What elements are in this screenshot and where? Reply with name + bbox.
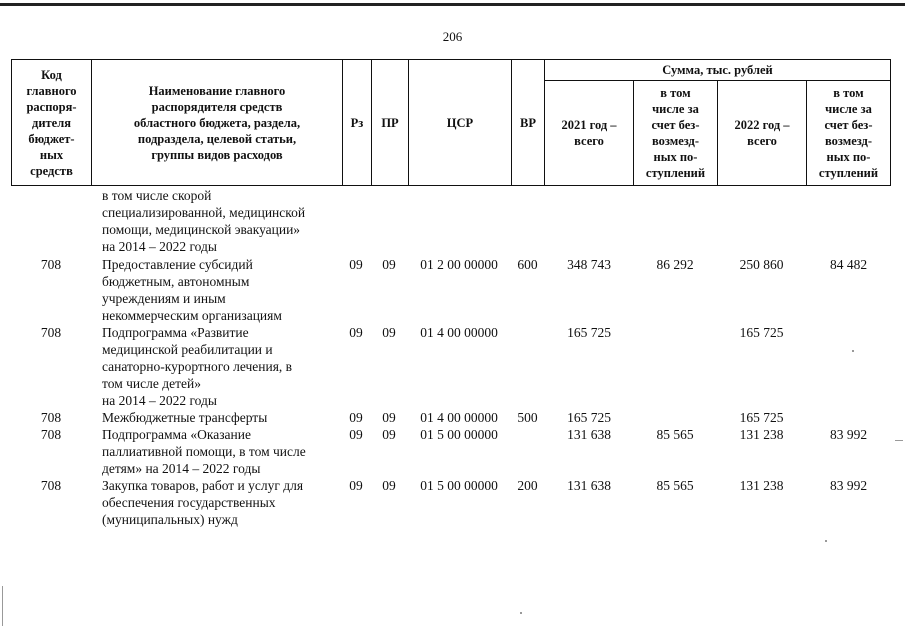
row-csr: 01 5 00 00000: [420, 427, 498, 442]
row-pr: 09: [382, 427, 396, 442]
scan-mark: [895, 440, 903, 441]
table-row: [0, 426, 905, 477]
row-sum-2021: 165 725: [567, 325, 611, 340]
row-vr: 500: [517, 410, 538, 425]
header-bez-2022: в том числе за счет без- возмезд- ных по- ступлений: [818, 86, 879, 180]
scan-mark: [852, 350, 854, 352]
header-pr: ПР: [381, 115, 399, 130]
row-name: Предоставление субсидий бюджетным, автономным учреждениям и иным некоммерческим организациям: [102, 257, 282, 323]
row-bez-2021: 85 565: [656, 478, 694, 493]
row-vr: 200: [517, 478, 538, 493]
row-name: Подпрограмма «Развитие медицинской реабилитации и санаторно-курортного лечения, в том числе детей» на 2014 – 2022 годы: [102, 325, 293, 408]
row-sum-2022: 131 238: [739, 478, 784, 493]
row-code: 708: [40, 257, 62, 272]
table-row: [0, 187, 905, 256]
header-sum-group: Сумма, тыс. рублей: [662, 63, 773, 77]
row-sum-2021: 131 638: [567, 478, 611, 493]
header-rz: Рз: [350, 115, 364, 130]
row-code: 708: [40, 478, 62, 493]
row-name: в том числе скорой специализированной, медицинской помощи, медицинской эвакуации» на 2014 – 2022 годы: [102, 188, 306, 254]
table-row: [0, 409, 905, 426]
row-sum-2022: 250 860: [739, 257, 784, 272]
row-csr: 01 4 00 00000: [420, 325, 498, 340]
row-pr: 09: [382, 478, 396, 493]
row-csr: 01 2 00 00000: [420, 257, 498, 272]
row-rz: 09: [349, 325, 363, 340]
header-sum-2021: 2021 год – всего: [561, 118, 617, 148]
top-rule: [0, 3, 905, 6]
row-bez-2022: 84 482: [829, 257, 868, 272]
header-bez-2021: в том числе за счет без- возмезд- ных по- ступлений: [645, 86, 706, 180]
row-code: 708: [40, 427, 62, 442]
scan-mark: [2, 586, 3, 626]
row-name: Закупка товаров, работ и услуг для обеспечения государственных (муниципальных) нужд: [102, 478, 304, 527]
table-row: [0, 256, 905, 324]
scan-mark: [520, 612, 522, 614]
row-name: Подпрограмма «Оказание паллиативной помощи, в том числе детям» на 2014 – 2022 годы: [102, 427, 306, 476]
page-number: 206: [442, 29, 463, 44]
row-bez-2022: 83 992: [829, 478, 868, 493]
row-rz: 09: [349, 257, 363, 272]
row-rz: 09: [349, 478, 363, 493]
table-header: [11, 59, 891, 186]
row-bez-2022: 83 992: [829, 427, 868, 442]
table-row: [0, 324, 905, 409]
row-sum-2022: 165 725: [739, 410, 784, 425]
row-sum-2021: 131 638: [567, 427, 611, 442]
row-csr: 01 4 00 00000: [420, 410, 498, 425]
table-body: [0, 187, 905, 528]
row-rz: 09: [349, 427, 363, 442]
row-sum-2022: 131 238: [739, 427, 784, 442]
header-csr: ЦСР: [446, 115, 474, 130]
row-vr: 600: [517, 257, 538, 272]
row-sum-2021: 165 725: [567, 410, 611, 425]
row-code: 708: [40, 410, 62, 425]
row-sum-2021: 348 743: [567, 257, 611, 272]
row-bez-2021: 85 565: [656, 427, 694, 442]
row-bez-2021: 86 292: [656, 257, 694, 272]
table-row: [0, 477, 905, 528]
row-code: 708: [40, 325, 62, 340]
row-pr: 09: [382, 257, 396, 272]
row-pr: 09: [382, 325, 396, 340]
header-code: Код главного распоря- дителя бюджет- ных средств: [26, 67, 77, 178]
row-csr: 01 5 00 00000: [420, 478, 498, 493]
header-name: Наименование главного распорядителя средств областного бюджета, раздела, подраздела, целевой статьи, группы видов расходов: [133, 83, 301, 162]
scan-mark: [825, 540, 827, 542]
row-rz: 09: [349, 410, 363, 425]
row-name: Межбюджетные трансферты: [102, 410, 268, 425]
header-sum-2022: 2022 год – всего: [734, 118, 790, 148]
row-pr: 09: [382, 410, 396, 425]
row-sum-2022: 165 725: [739, 325, 784, 340]
header-vr: ВР: [520, 115, 536, 130]
